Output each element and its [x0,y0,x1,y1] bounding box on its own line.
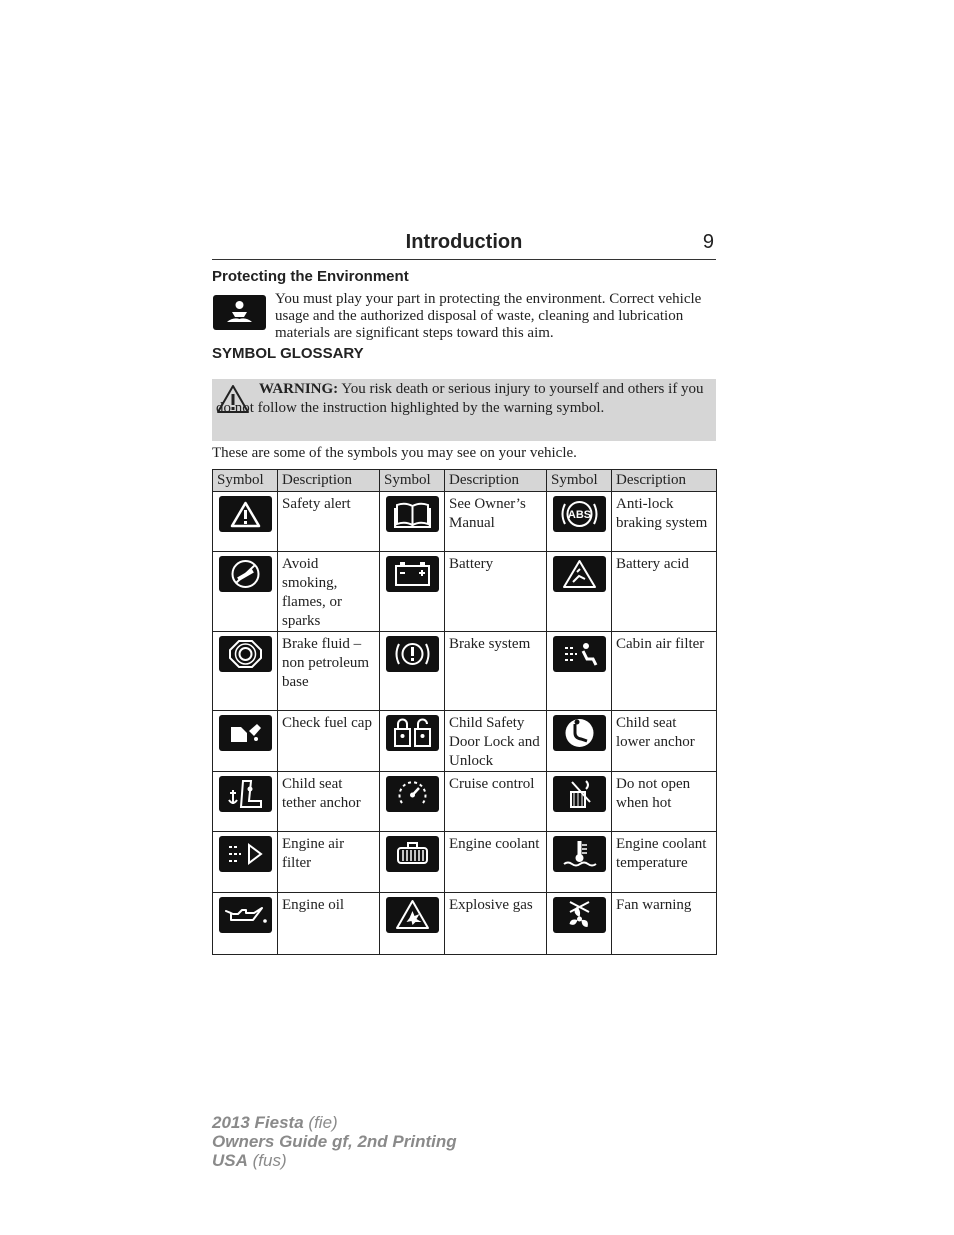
symbol-description: Brake fluid – non petroleum base [278,632,380,711]
symbol-description: Cabin air filter [612,632,717,711]
brake-system-icon [386,636,439,672]
symbol-description: Battery acid [612,552,717,632]
environment-text: You must play your part in protecting the environment. Correct vehicle usage and the authorized disposal of waste, cleaning and lubrication materials are significant steps toward this aim. [275,291,702,341]
table-row [213,893,717,955]
svg-text:ABS: ABS [567,509,592,521]
cabin-air-filter-icon [553,636,606,672]
footer-line: USA (fus) [212,1151,287,1170]
footer-line: Owners Guide gf, 2nd Printing [212,1132,457,1151]
warning-body: You risk death or serious injury to yourself and others if you do not follow the instruction highlighted by the warning symbol. [216,381,704,416]
warning-label: WARNING: [259,381,339,397]
child-lock-icon [386,715,439,751]
symbol-description: Engine coolant temperature [612,832,717,893]
engine-air-filter-icon [219,836,272,872]
symbol-description: See Owner’s Manual [445,492,547,552]
owners-manual-icon [386,496,439,532]
symbol-description: Battery [445,552,547,632]
glossary-intro: These are some of the symbols you may see on your vehicle. [212,445,577,461]
table-row [213,772,717,832]
document-footer [212,1113,457,1170]
symbol-description: Cruise control [445,772,547,832]
symbol-description: Child seat tether anchor [278,772,380,832]
table-row [213,552,717,632]
no-smoking-icon [219,556,272,592]
table-row [213,492,717,552]
warning-text [216,380,706,418]
symbol-description: Do not open when hot [612,772,717,832]
coolant-temperature-icon [553,836,606,872]
child-seat-tether-icon [219,776,272,812]
battery-icon [386,556,439,592]
safety-alert-icon [219,496,272,532]
symbol-glossary-table [212,469,717,955]
column-header-symbol: Symbol [380,470,445,492]
section-title: Introduction [405,231,523,253]
abs-icon [553,496,606,532]
page-header [212,229,716,260]
child-seat-lower-anchor-icon [553,715,606,751]
explosive-gas-icon [386,897,439,933]
glossary-heading: SYMBOL GLOSSARY [212,345,364,362]
symbol-description: Explosive gas [445,893,547,955]
table-row [213,832,717,893]
engine-coolant-icon [386,836,439,872]
column-header-description: Description [445,470,547,492]
footer-line: 2013 Fiesta (fie) [212,1113,338,1132]
symbol-description: Engine oil [278,893,380,955]
symbol-description: Engine air filter [278,832,380,893]
cruise-control-icon [386,776,439,812]
symbol-description: Brake system [445,632,547,711]
table-header-row [213,470,717,492]
symbol-description: Fan warning [612,893,717,955]
column-header-symbol: Symbol [213,470,278,492]
column-header-description: Description [278,470,380,492]
battery-acid-icon [553,556,606,592]
symbol-description: Safety alert [278,492,380,552]
symbol-description: Check fuel cap [278,711,380,772]
brake-fluid-icon [219,636,272,672]
page-number: 9 [702,231,714,253]
warning-box [212,379,716,441]
symbol-description: Engine coolant [445,832,547,893]
table-row [213,711,717,772]
column-header-symbol: Symbol [547,470,612,492]
engine-oil-icon [219,897,272,933]
symbol-description: Avoid smoking, flames, or sparks [278,552,380,632]
environment-icon [213,295,266,330]
symbol-description: Child Safety Door Lock and Unlock [445,711,547,772]
symbol-description: Child seat lower anchor [612,711,717,772]
table-row [213,632,717,711]
column-header-description: Description [612,470,717,492]
check-fuel-cap-icon [219,715,272,751]
environment-heading: Protecting the Environment [212,268,409,285]
do-not-open-hot-icon [553,776,606,812]
symbol-description: Anti-lock braking system [612,492,717,552]
fan-warning-icon [553,897,606,933]
